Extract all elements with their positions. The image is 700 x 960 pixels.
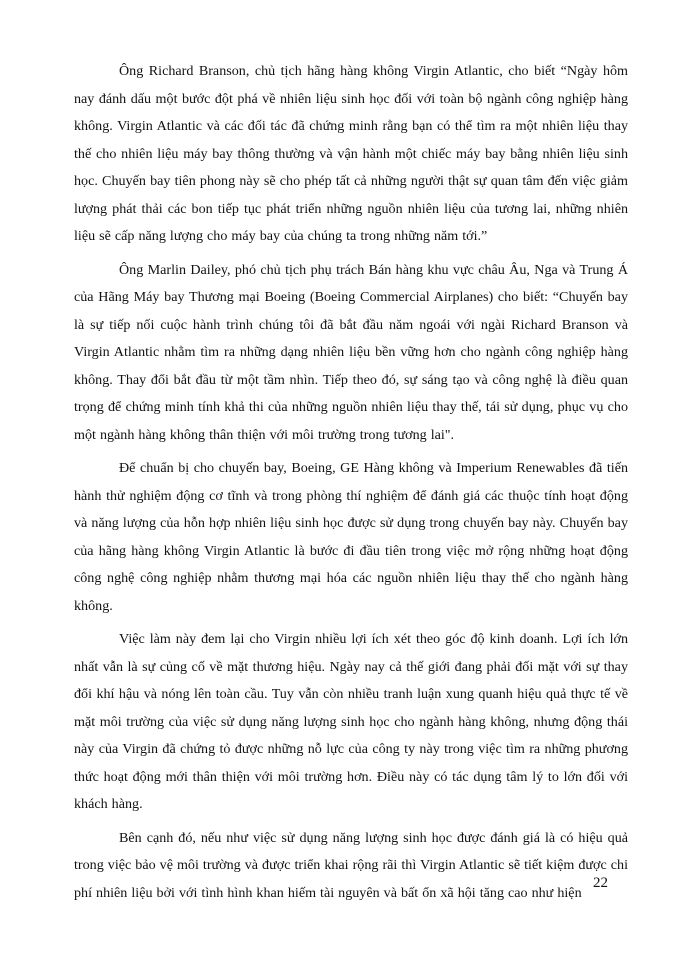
document-body (74, 58, 628, 913)
paragraph-fuel-savings: Bên cạnh đó, nếu như việc sử dụng năng lượng sinh học được đánh giá là có hiệu quả trong việc bảo vệ môi trường và được triển khai rộng rãi thì Virgin Atlantic sẽ tiết kiệm được chi phí nhiên liệu bởi với tình hình khan hiếm tài nguyên và bất ổn xã hội tăng cao như hiện (74, 829, 629, 901)
page-number: 22 (593, 875, 608, 891)
paragraph-business-benefits: Việc làm này đem lại cho Virgin nhiều lợi ích xét theo góc độ kinh doanh. Lợi ích lớn nhất vẫn là sự củng cố về mặt thương hiệu. Ngày nay cả thế giới đang phải đối mặt với sự thay đổi khí hậu và nóng lên toàn cầu. Tuy vẫn còn nhiều tranh luận xung quanh hiệu quả thực tế về mặt môi trường của việc sử dụng năng lượng sinh học cho ngành hàng không, nhưng động thái này của Virgin đã chứng tỏ được những nỗ lực của công ty này trong việc tìm ra những phương thức hoạt động mới thân thiện với môi trường hơn. Điều này có tác dụng tâm lý to lớn đối với khách hàng. (74, 631, 628, 812)
paragraph-dailey-quote: Ông Marlin Dailey, phó chủ tịch phụ trách Bán hàng khu vực châu Âu, Nga và Trung Á của Hãng Máy bay Thương mại Boeing (Boeing Commercial Airplanes) cho biết: “Chuyến bay là sự tiếp nối cuộc hành trình chúng tôi đã bắt đầu năm ngoái với ngài Richard Branson và Virgin Atlantic nhằm tìm ra những dạng nhiên liệu bền vững hơn cho ngành công nghiệp hàng không. Thay đổi bắt đầu từ một tầm nhìn. Tiếp theo đó, sự sáng tạo và công nghệ là điều quan trọng để chứng minh tính khả thi của những nguồn nhiên liệu thay thế, tái sử dụng, phục vụ cho một ngành hàng không thân thiện với môi trường trong tương lai". (74, 261, 628, 443)
paragraph-engine-testing: Để chuẩn bị cho chuyến bay, Boeing, GE Hàng không và Imperium Renewables đã tiến hành thử nghiệm động cơ tĩnh và trong phòng thí nghiệm để đánh giá các thuộc tính hoạt động và năng lượng của hỗn hợp nhiên liệu sinh học được sử dụng trong chuyến bay này. Chuyến bay của hãng hàng không Virgin Atlantic là bước đi đầu tiên trong việc mở rộng những hoạt động công nghệ công nghiệp nhằm thương mại hóa các nguồn nhiên liệu thay thế cho ngành hàng không. (74, 460, 628, 614)
paragraph-branson-quote: Ông Richard Branson, chủ tịch hãng hàng không Virgin Atlantic, cho biết “Ngày hôm nay đánh dấu một bước đột phá về nhiên liệu sinh học đối với toàn bộ ngành công nghiệp hàng không. Virgin Atlantic và các đối tác đã chứng minh rằng bạn có thể tìm ra một nhiên liệu thay thế cho nhiên liệu máy bay thông thường và vận hành một chiếc máy bay bằng nhiên liệu sinh học. Chuyến bay tiên phong này sẽ cho phép tất cả những người thật sự quan tâm đến việc giảm lượng phát thải các bon tiếp tục phát triển những nguồn nhiên liệu của tương lai, những nhiên liệu sẽ cấp năng lượng cho máy bay của chúng ta trong những năm tới.” (74, 63, 628, 244)
